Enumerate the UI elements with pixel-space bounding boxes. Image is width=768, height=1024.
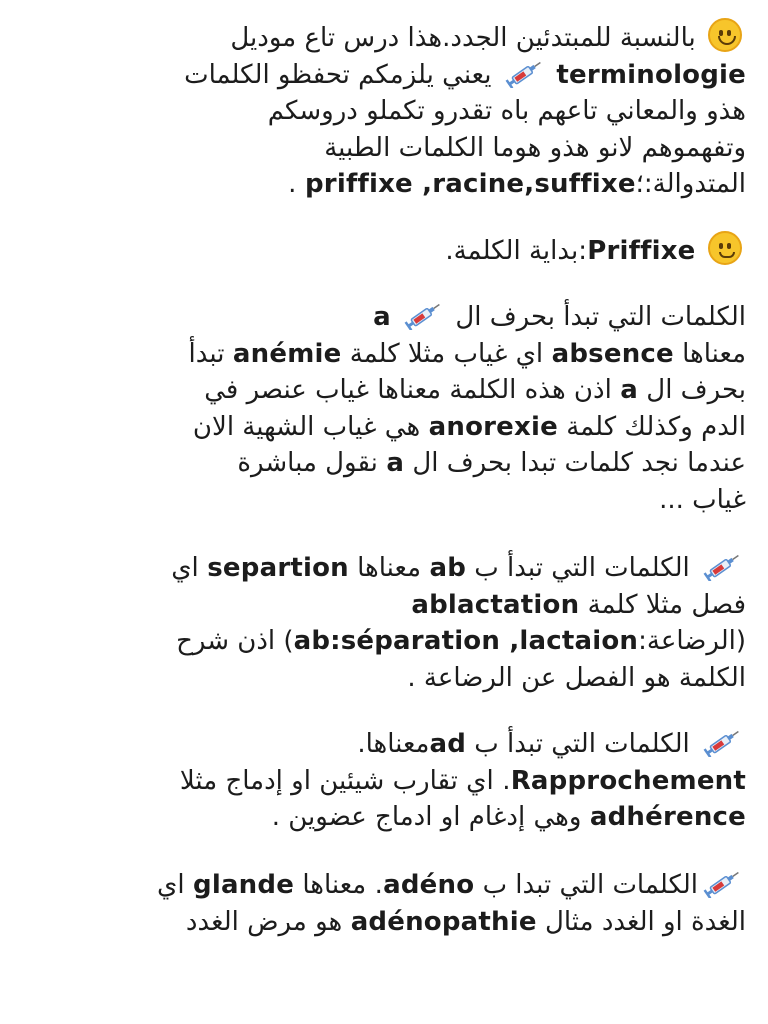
prefix-ad-line-3 [20, 799, 746, 836]
intro-period: . [288, 169, 297, 199]
term-rapprochement: Rapprochement [510, 765, 746, 796]
prefix-a-text-3a: بحرف ال [646, 375, 746, 405]
prefix-ad-text-1c: معناها. [357, 729, 430, 759]
term-anemie: anémie [232, 338, 342, 369]
term-terminologie: terminologie [556, 59, 746, 90]
prefix-ab-text-2a: فصل مثلا كلمة [587, 589, 746, 620]
paragraph-intro [20, 18, 746, 203]
prefix-ab-line-2 [20, 587, 746, 624]
prefix-a-text-1: الكلمات التي تبدأ بحرف ال [455, 302, 746, 332]
intro-line-2 [20, 57, 746, 94]
paragraph-prefix-ab [20, 550, 746, 696]
prefix-a-text-4a: الدم وكذلك كلمة [566, 411, 746, 442]
prefix-ad-line-1 [20, 726, 746, 763]
prefix-ad-text-3b: وهي إدغام او ادماج عضوين . [271, 802, 582, 832]
prefix-adeno-text-1c: . معناها [302, 870, 384, 900]
term-adherence: adhérence [589, 802, 746, 832]
prefix-a-line-1 [20, 299, 746, 336]
prefix-ab-line-3 [20, 623, 746, 660]
prefix-a-text-2c: اي غياب مثلا كلمة [349, 338, 544, 369]
term-absence: absence [551, 338, 674, 369]
term-adeno: adéno [383, 870, 475, 900]
term-adenopathie: adénopathie [350, 906, 537, 937]
prefix-a-text-2a: معناها [682, 338, 746, 369]
prefix-a-text-3c: اذن هذه الكلمة معناها غياب عنصر في [204, 375, 612, 405]
prefix-ab-text-1e: اي [171, 553, 199, 583]
syringe-icon [504, 60, 544, 88]
prefix-ab-text-3a: (الرضاعة: [638, 626, 746, 656]
prefix-adeno-text-1a: الكلمات التي تبدا ب [482, 870, 698, 900]
prefix-a-line-5 [20, 445, 746, 482]
prefix-adeno-text-1e: اي [156, 870, 185, 900]
intro-line-1 [20, 18, 746, 57]
intro-text-5: المتدوالة:؛ [635, 169, 746, 199]
intro-line-3: هذو والمعاني تاعهم باه تقدرو تكملو دروسكم [267, 96, 746, 126]
prefix-ab-line-1 [20, 550, 746, 587]
term-ab: ab [429, 553, 467, 583]
intro-text-2: يعني يلزمكم تحفظو الكلمات [184, 59, 492, 90]
prefix-ad-text-2b: . اي تقارب شيئين او إدماج مثلا [179, 765, 511, 796]
intro-text-1: بالنسبة للمبتدئين الجدد.هذا درس تاع موديل [230, 23, 696, 53]
prefix-ad-line-2 [20, 763, 746, 800]
term-anorexie: anorexie [428, 411, 558, 442]
prefix-ab-text-3d: اذن شرح [176, 626, 276, 656]
prefix-a-line-2 [20, 336, 746, 373]
term-a: a [386, 448, 405, 478]
prefix-a-line-4 [20, 409, 746, 446]
term-ab-separation-lactaion: ab:séparation ,lactaion [293, 626, 639, 656]
term-glande: glande [193, 870, 295, 900]
prefix-adeno-line-1 [20, 867, 746, 904]
term-separtion: separtion [207, 553, 349, 583]
prefix-adeno-text-2a: الغدة او الغدد مثال [544, 906, 746, 937]
intro-line-4: وتفهموهم لانو هذو هوما الكلمات الطبية [324, 132, 746, 163]
prefix-ab-line-4: الكلمة هو الفصل عن الرضاعة . [407, 662, 746, 693]
paragraph-priffixe [20, 231, 746, 270]
prefix-a-line-6: غياب ... [659, 484, 746, 515]
intro-line-5 [20, 166, 746, 203]
prefix-ab-text-1c: معناها [357, 553, 421, 583]
prefix-a-text-5a: عندما نجد كلمات تبدا بحرف ال [412, 448, 746, 478]
prefix-adeno-text-2c: هو مرض الغدد [185, 906, 343, 937]
syringe-icon [702, 729, 742, 757]
syringe-icon [403, 302, 443, 330]
paragraph-prefix-ad [20, 726, 746, 836]
prefix-a-line-3 [20, 372, 746, 409]
term-ablactation: ablactation [411, 589, 580, 620]
slightly-smiling-face-icon [708, 231, 742, 265]
paragraph-prefix-a [20, 299, 746, 518]
smiling-face-icon [708, 18, 742, 52]
prefix-ab-paren: ) [283, 626, 294, 656]
prefix-a-text-4c: هي غياب الشهية الان [192, 411, 421, 442]
prefix-adeno-line-2 [20, 904, 746, 941]
priffixe-definition: :بداية الكلمة. [445, 236, 588, 266]
term-priffixe-racine-suffixe: priffixe ,racine,suffixe [305, 169, 636, 199]
prefix-ad-text-1a: الكلمات التي تبدأ ب [474, 729, 690, 759]
prefix-a-text-2e: تبدأ [188, 338, 225, 369]
term-ad: ad [429, 729, 467, 759]
term-a: a [373, 302, 391, 332]
prefix-a-text-5c: نقول مباشرة [237, 448, 378, 478]
term-priffixe: Priffixe [587, 236, 696, 266]
syringe-icon [702, 553, 742, 581]
priffixe-line-1 [20, 231, 746, 270]
prefix-ab-text-1a: الكلمات التي تبدأ ب [474, 553, 690, 583]
syringe-icon [702, 870, 742, 898]
paragraph-prefix-adeno [20, 867, 746, 940]
term-a: a [620, 375, 639, 405]
